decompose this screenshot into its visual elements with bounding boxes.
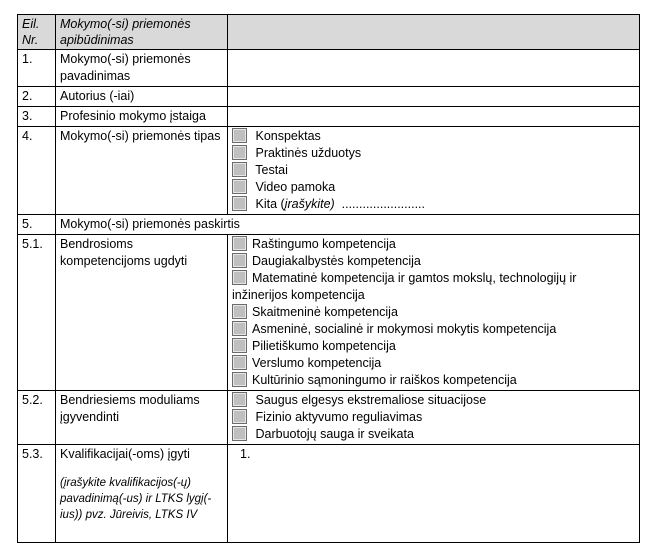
row-number: 3. — [18, 107, 56, 127]
checkbox-icon[interactable] — [232, 338, 247, 353]
header-description: Mokymo(-si) priemonės apibūdinimas — [56, 15, 228, 50]
option-label: Saugus elgesys ekstremaliose situacijose — [255, 393, 487, 407]
author-input-cell[interactable] — [228, 87, 640, 107]
row-number: 5.3. — [18, 445, 56, 543]
checkbox-icon[interactable] — [232, 236, 247, 251]
checkbox-icon[interactable] — [232, 355, 247, 370]
checkbox-option[interactable] — [232, 426, 635, 443]
checkbox-icon[interactable] — [232, 179, 247, 194]
option-label: Pilietiškumo kompetencija — [252, 339, 396, 353]
note-example: pvz. Jūreivis, LTKS IV — [82, 509, 198, 521]
checkbox-option[interactable] — [232, 338, 635, 355]
table-row — [18, 235, 640, 391]
row-label-cell — [56, 445, 228, 543]
description-table — [17, 14, 640, 543]
checkbox-icon[interactable] — [232, 392, 247, 407]
checkbox-icon[interactable] — [232, 162, 247, 177]
checkbox-option[interactable] — [232, 128, 635, 145]
table-row — [18, 391, 640, 445]
checkbox-option[interactable] — [232, 372, 635, 389]
row-number: 5. — [18, 215, 56, 235]
checkbox-option[interactable] — [232, 321, 635, 338]
row-label: Mokymo(-si) priemonės tipas — [56, 127, 228, 215]
checkbox-icon[interactable] — [232, 128, 247, 143]
checkbox-option[interactable] — [232, 236, 635, 253]
header-value — [228, 15, 640, 50]
checkbox-icon[interactable] — [232, 196, 247, 211]
row-label: Bendriesiems moduliams įgyvendinti — [56, 391, 228, 445]
table-row — [18, 127, 640, 215]
checkbox-option[interactable] — [232, 304, 635, 321]
row-label: Bendrosioms kompetencijoms ugdyti — [56, 235, 228, 391]
row-number: 1. — [18, 50, 56, 87]
checkbox-icon[interactable] — [232, 270, 247, 285]
other-fill-line[interactable]: ........................ — [341, 197, 425, 211]
checkbox-icon[interactable] — [232, 321, 247, 336]
row-number: 5.1. — [18, 235, 56, 391]
other-hint: įrašykite) — [284, 197, 335, 211]
checkbox-option[interactable] — [232, 253, 635, 270]
module-options — [228, 391, 640, 445]
option-label: Testai — [255, 163, 288, 177]
row-label: Profesinio mokymo įstaiga — [56, 107, 228, 127]
checkbox-option[interactable] — [232, 270, 635, 304]
checkbox-icon[interactable] — [232, 304, 247, 319]
table-row — [18, 445, 640, 543]
checkbox-option-other[interactable] — [232, 196, 635, 213]
option-label: Praktinės užduotys — [255, 146, 362, 160]
other-label: Kita ( — [255, 197, 285, 211]
checkbox-option[interactable] — [232, 392, 635, 409]
option-label: Kultūrinio sąmoningumo ir raiškos kompetencija — [252, 373, 517, 387]
option-label: Konspektas — [255, 129, 321, 143]
checkbox-icon[interactable] — [232, 253, 247, 268]
checkbox-option[interactable] — [232, 409, 635, 426]
type-options — [228, 127, 640, 215]
table-row — [18, 50, 640, 87]
table-header-row — [18, 15, 640, 50]
table-row — [18, 87, 640, 107]
note-italic: (įrašykite kvalifikacijos(-ų) pavadinimą(-us) ir LTKS lygį(-ius)) — [60, 477, 212, 521]
row-number: 4. — [18, 127, 56, 215]
header-number: Eil. Nr. — [18, 15, 56, 50]
option-label: Raštingumo kompetencija — [252, 237, 396, 251]
option-label: Fizinio aktyvumo reguliavimas — [255, 410, 423, 424]
checkbox-option[interactable] — [232, 162, 635, 179]
qualification-input-cell[interactable] — [228, 445, 640, 543]
entry-number: 1. — [240, 447, 251, 461]
checkbox-icon[interactable] — [232, 426, 247, 441]
competence-options — [228, 235, 640, 391]
institution-input-cell[interactable] — [228, 107, 640, 127]
table-row — [18, 215, 640, 235]
title-input-cell[interactable] — [228, 50, 640, 87]
option-label: Matematinė kompetencija ir gamtos mokslų, technologijų ir inžinerijos kompetencija — [232, 271, 577, 302]
option-label: Video pamoka — [255, 180, 336, 194]
row-number: 2. — [18, 87, 56, 107]
checkbox-icon[interactable] — [232, 372, 247, 387]
option-label: Darbuotojų sauga ir sveikata — [255, 427, 414, 441]
checkbox-option[interactable] — [232, 145, 635, 162]
option-label: Daugiakalbystės kompetencija — [252, 254, 421, 268]
option-label: Skaitmeninė kompetencija — [252, 305, 398, 319]
checkbox-icon[interactable] — [232, 409, 247, 424]
option-label: Asmeninė, socialinė ir mokymosi mokytis kompetencija — [252, 322, 557, 336]
table-row — [18, 107, 640, 127]
option-label: Verslumo kompetencija — [252, 356, 382, 370]
row-number: 5.2. — [18, 391, 56, 445]
checkbox-option[interactable] — [232, 179, 635, 196]
row-label: Autorius (-iai) — [56, 87, 228, 107]
row-label: Mokymo(-si) priemonės pavadinimas — [56, 50, 228, 87]
checkbox-option[interactable] — [232, 355, 635, 372]
row-label: Kvalifikacijai(-oms) įgyti — [60, 447, 190, 461]
checkbox-icon[interactable] — [232, 145, 247, 160]
qualification-note — [60, 475, 223, 523]
row-label: Mokymo(-si) priemonės paskirtis — [56, 215, 640, 235]
